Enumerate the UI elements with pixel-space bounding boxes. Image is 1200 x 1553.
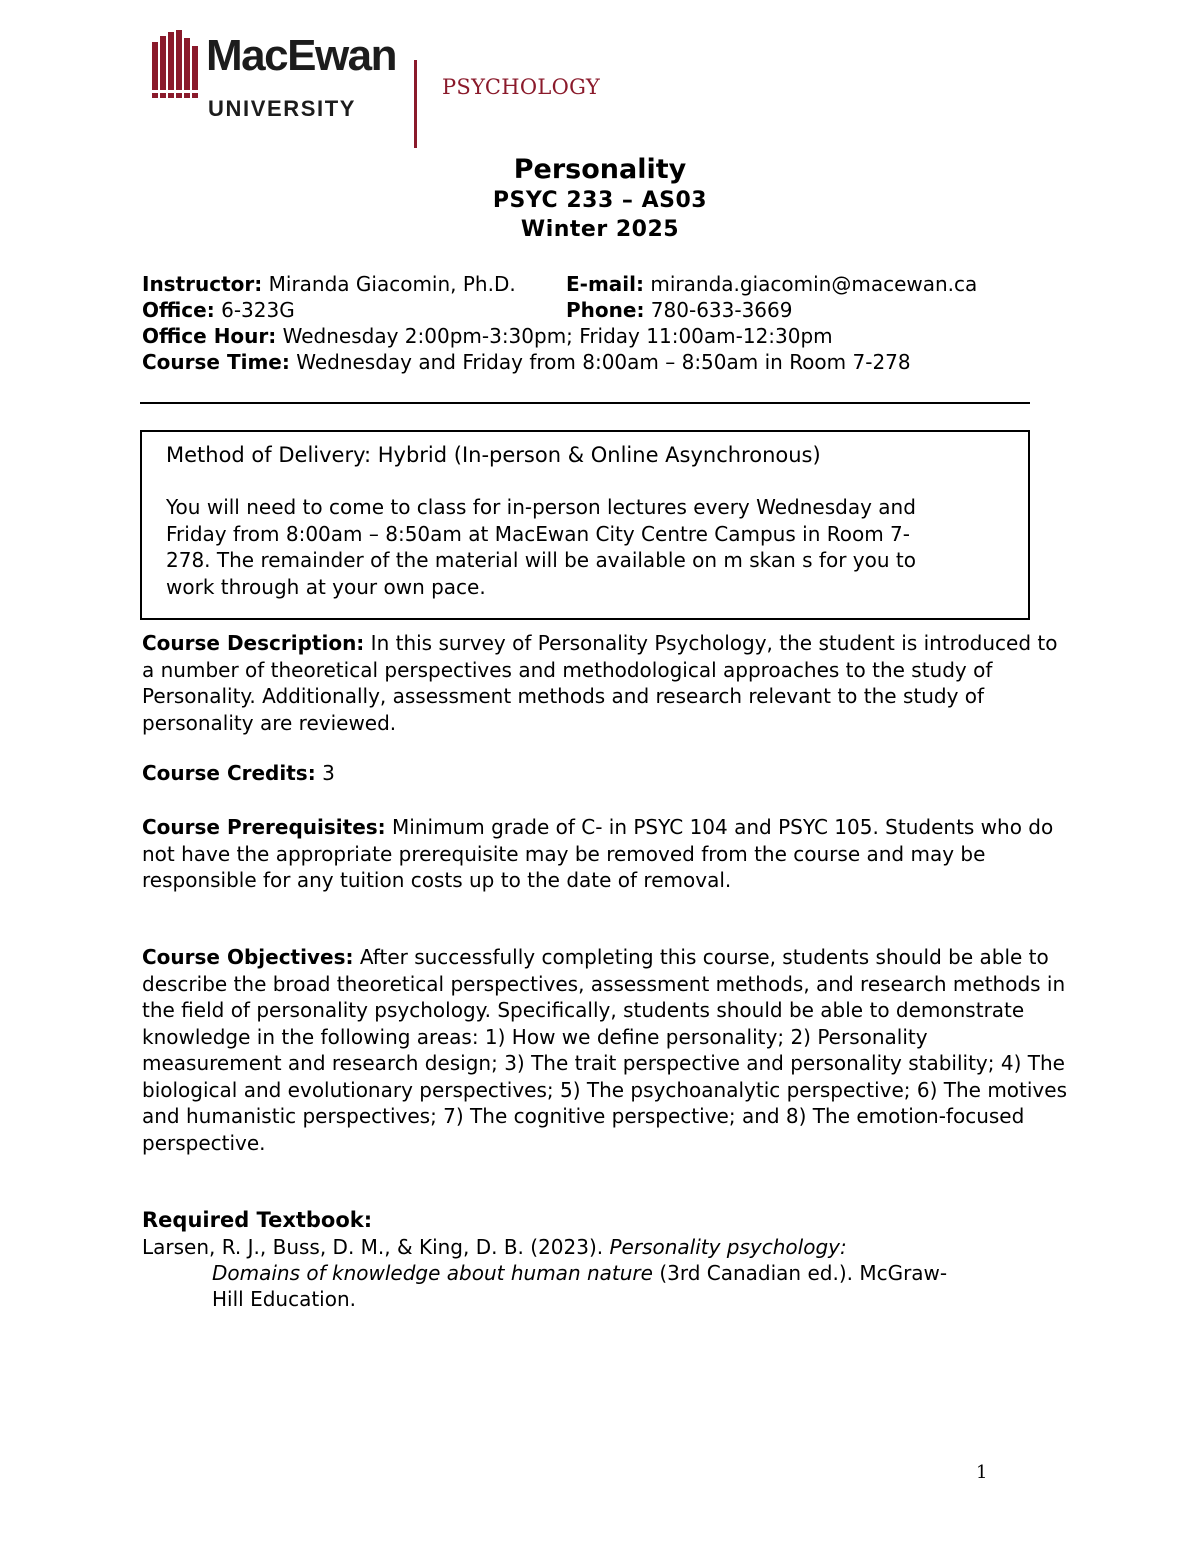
textbook-title-part2: Domains of knowledge about human nature	[212, 1261, 653, 1285]
page-number: 1	[976, 1462, 988, 1483]
office-hour-label: Office Hour:	[142, 324, 277, 348]
office-hour-value: Wednesday 2:00pm-3:30pm; Friday 11:00am-12:30pm	[282, 324, 833, 348]
course-term: Winter 2025	[520, 217, 680, 242]
objectives-label: Course Objectives:	[142, 945, 354, 969]
office-value: 6-323G	[221, 298, 295, 322]
prerequisites-label: Course Prerequisites:	[142, 815, 386, 839]
delivery-line: 278. The remainder of the material will be available on m skan s for you to	[166, 548, 916, 572]
logo-divider	[414, 60, 417, 148]
logo-sub: UNIVERSITY	[208, 96, 357, 121]
title-block	[0, 154, 1200, 244]
section-divider	[140, 402, 1030, 404]
delivery-box	[140, 430, 1030, 620]
instructor-name: Miranda Giacomin, Ph.D.	[268, 272, 516, 296]
course-time-label: Course Time:	[142, 350, 290, 374]
textbook-heading: Required Textbook:	[142, 1208, 373, 1232]
description-text: In this survey of Personality Psychology, the student is introduced to a number of theoretical perspectives and methodological approaches to the study of Personality. Additionally, assessment methods and research relevant to the study of personality are reviewed.	[142, 631, 1058, 735]
description-label: Course Description:	[142, 631, 365, 655]
textbook-authors: Larsen, R. J., Buss, D. M., & King, D. B. (2023).	[142, 1235, 604, 1259]
info-row-office-hour	[142, 323, 1042, 349]
macewan-emblem-icon	[152, 30, 198, 102]
office-label: Office:	[142, 298, 215, 322]
phone-value: 780-633-3669	[650, 298, 793, 322]
delivery-title: Method of Delivery: Hybrid (In-person & Online Asynchronous)	[166, 443, 821, 467]
prerequisites-text: Minimum grade of C- in PSYC 104 and PSYC 105. Students who do not have the appropriate prerequisite may be removed from the course and may be responsible for any tuition costs up to the date of removal.	[142, 815, 1054, 892]
course-credits	[142, 760, 1072, 787]
info-row-course-time	[142, 349, 1042, 375]
instructor-label: Instructor:	[142, 272, 263, 296]
textbook-publisher: Hill Education.	[212, 1287, 356, 1311]
course-description	[142, 630, 1072, 736]
logo-name: MacEwan	[206, 31, 397, 80]
delivery-text	[166, 494, 1026, 600]
objectives-text: After successfully completing this course, students should be able to describe the broad theoretical perspectives, assessment methods, and research methods in the field of personality psychology. Specifically, students should be able to demonstrate knowledge in the following areas: 1) How we define personality; 2) Personality measurement and research design; 3) The trait perspective and personality stability; 4) The biological and evolutionary perspectives; 5) The psychoanalytic perspective; 6) The motives and humanistic perspectives; 7) The cognitive perspective; and 8) The emotion-focused perspective.	[142, 945, 1067, 1155]
delivery-line: work through at your own pace.	[166, 574, 486, 599]
credits-value: 3	[322, 761, 335, 785]
macewan-logo	[152, 30, 612, 122]
course-prerequisites	[142, 814, 1072, 894]
textbook-edition: (3rd Canadian ed.). McGraw-	[659, 1261, 948, 1285]
course-time-value: Wednesday and Friday from 8:00am – 8:50am in Room 7-278	[296, 350, 911, 374]
delivery-line: Friday from 8:00am – 8:50am at MacEwan City Centre Campus in Room 7-	[166, 521, 910, 546]
credits-label: Course Credits:	[142, 761, 316, 785]
info-row-office	[142, 297, 1042, 323]
textbook-reference	[142, 1234, 1042, 1312]
course-objectives	[142, 944, 1072, 1156]
email-label: E-mail:	[566, 272, 645, 296]
course-code: PSYC 233 – AS03	[492, 188, 708, 213]
info-row-instructor	[142, 271, 1042, 297]
phone-label: Phone:	[566, 298, 645, 322]
course-title: Personality	[513, 154, 687, 185]
delivery-line: You will need to come to class for in-person lectures every Wednesday and	[166, 495, 916, 519]
textbook-title-part1: Personality psychology:	[609, 1235, 847, 1259]
logo-department: PSYCHOLOGY	[442, 75, 601, 99]
email-link[interactable]: miranda.giacomin@macewan.ca	[650, 272, 978, 296]
